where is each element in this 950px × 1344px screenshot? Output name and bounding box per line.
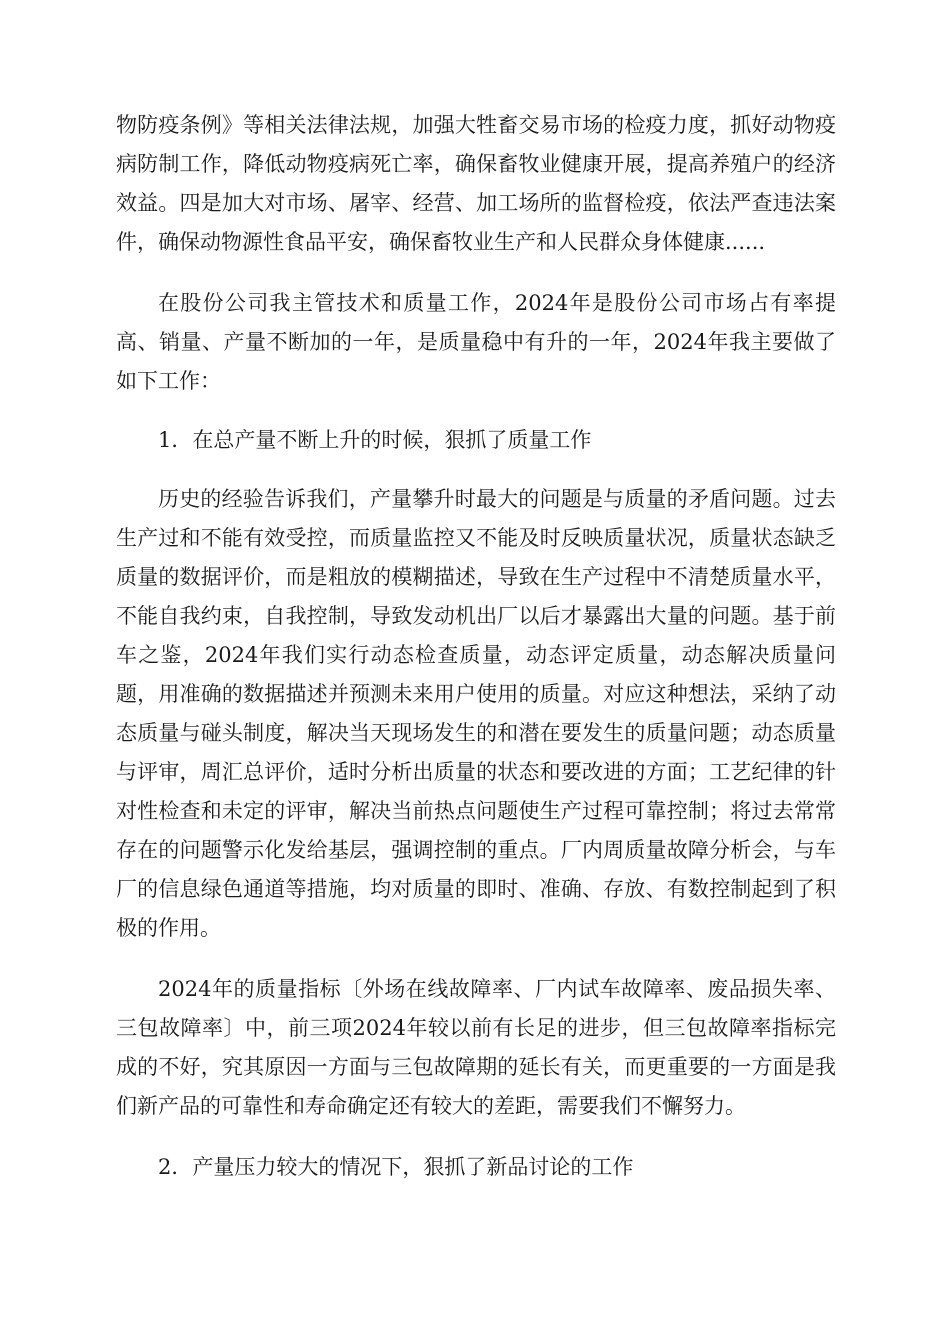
document-page (116, 106, 836, 1187)
paragraph-intro-quality-work: 在股份公司我主管技术和质量工作，2024年是股份公司市场占有率提高、销量、产量不断加的一年，是质量稳中有升的一年，2024年我主要做了如下工作： (116, 291, 836, 393)
paragraph-continued-epidemic-prevention: 物防疫条例》等相关法律法规，加强大牲畜交易市场的检疫力度，抓好动物疫病防制工作，降低动物疫病死亡率，确保畜牧业健康开展，提高养殖户的经济效益。四是加大对市场、屠宰、经营、加工场所的监督检疫，依法严查违法案件，确保动物源性食品平安，确保畜牧业生产和人民群众身体健康...... (116, 113, 836, 254)
paragraph-quality-indicators: 2024年的质量指标〔外场在线故障率、厂内试车故障率、废品损失率、三包故障率〕中，前三项2024年较以前有长足的进步，但三包故障率指标完成的不好，究其原因一方面与三包故障期的延长有关，而更重要的一方面是我们新产品的可靠性和寿命确定还有较大的差距，需要我们不懈努力。 (116, 977, 836, 1118)
paragraph-quality-history: 历史的经验告诉我们，产量攀升时最大的问题是与质量的矛盾问题。过去生产过和不能有效受控，而质量监控又不能及时反映质量状况，质量状态缺乏质量的数据评价，而是粗放的模糊描述，导致在生产过程中不清楚质量水平，不能自我约束，自我控制，导致发动机出厂以后才暴露出大量的问题。基于前车之鉴，2024年我们实行动态检查质量，动态评定质量，动态解决质量问题，用准确的数据描述并预测未来用户使用的质量。对应这种想法，采纳了动态质量与碰头制度，解决当天现场发生的和潜在要发生的质量问题；动态质量与评审，周汇总评价，适时分析出质量的状态和要改进的方面；工艺纪律的针对性检查和未定的评审，解决当前热点问题使生产过程可靠控制；将过去常常存在的问题警示化发给基层，强调控制的重点。厂内周质量故障分析会，与车厂的信息绿色通道等措施，均对质量的即时、准确、存放、有数控制起到了积极的作用。 (116, 487, 836, 940)
section-heading-1: 1．在总产量不断上升的时候，狠抓了质量工作 (158, 428, 592, 452)
section-heading-2: 2．产量压力较大的情况下，狠抓了新品讨论的工作 (158, 1155, 634, 1179)
